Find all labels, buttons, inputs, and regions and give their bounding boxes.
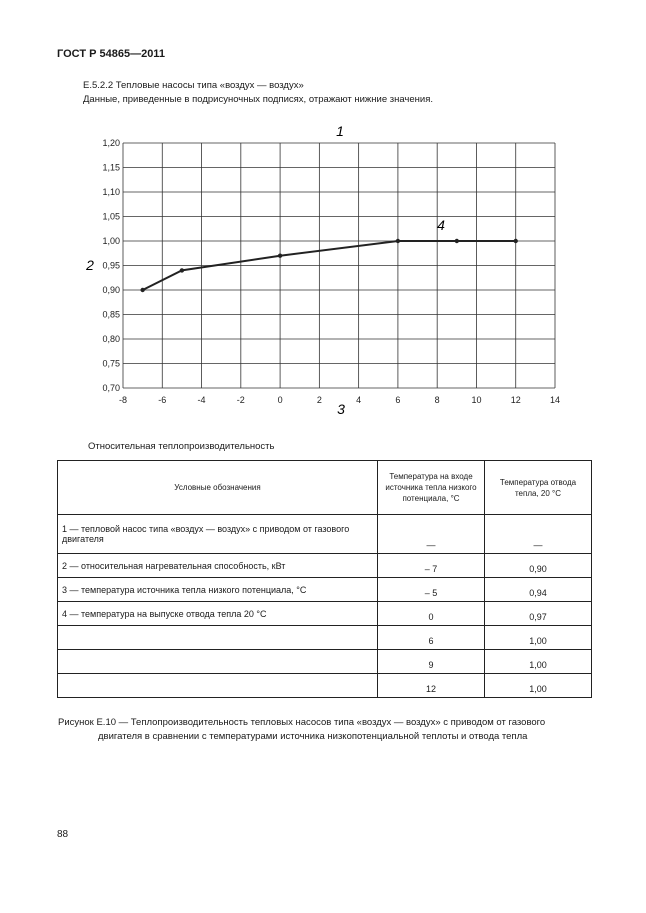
x-tick-label: 4 <box>356 395 362 405</box>
y-tick-label: 0,70 <box>102 383 120 393</box>
x-tick-label: 8 <box>434 395 440 405</box>
data-point <box>180 268 184 272</box>
row-inlet-value: 6 <box>378 626 485 650</box>
data-point <box>455 239 459 243</box>
y-tick-labels <box>102 138 120 393</box>
y-tick-label: 1,05 <box>102 211 120 222</box>
legend-table <box>57 460 592 698</box>
legend-caption: Относительная теплопроизводительность <box>88 441 275 452</box>
header-outlet-temperature: Температура отвода тепла, 20 °С <box>485 461 592 515</box>
row-inlet-value: – 7 <box>378 554 485 578</box>
section-note: Данные, приведенные в подрисуночных подписях, отражают нижние значения. <box>83 94 433 105</box>
data-point <box>140 288 144 292</box>
row-outlet-value: 1,00 <box>485 674 592 698</box>
data-point <box>278 254 282 258</box>
y-tick-label: 0,75 <box>102 358 120 369</box>
x-tick-label: 14 <box>549 395 561 405</box>
marker-4-label: 4 <box>437 217 445 233</box>
section-heading: Е.5.2.2 Тепловые насосы типа «воздух — воздух» <box>83 80 304 91</box>
table-row <box>58 515 592 554</box>
x-tick-label: 12 <box>510 395 521 405</box>
x-tick-label: -8 <box>118 395 128 405</box>
y-tick-label: 0,80 <box>102 334 120 344</box>
row-inlet-value: 12 <box>378 674 485 698</box>
row-label <box>58 626 378 650</box>
figure-caption-line-2: двигателя в сравнении с температурами источника низкопотенциальной теплоты и отвода тепла <box>98 731 528 742</box>
page-number: 88 <box>57 829 69 840</box>
row-label: 4 — температура на выпуске отвода тепла 20 °С <box>58 602 378 626</box>
row-label: 2 — относительная нагревательная способность, кВт <box>58 554 378 578</box>
table-row <box>58 602 592 626</box>
line-chart <box>0 0 646 440</box>
data-point <box>514 239 518 243</box>
x-tick-label: -2 <box>236 395 245 405</box>
data-point <box>396 239 400 243</box>
table-row <box>58 674 592 698</box>
row-label <box>58 674 378 698</box>
table-row <box>58 554 592 578</box>
row-outlet-value: 0,97 <box>485 602 592 626</box>
marker-2-label: 2 <box>86 257 94 273</box>
y-tick-label: 1,00 <box>102 236 120 246</box>
header-designations: Условные обозначения <box>58 461 378 515</box>
x-tick-label: 2 <box>316 395 322 405</box>
y-tick-label: 1,10 <box>102 187 120 197</box>
chart-grid <box>123 143 555 388</box>
x-tick-label: 0 <box>277 395 283 405</box>
table-row <box>58 578 592 602</box>
row-label: 1 — тепловой насос типа «воздух — воздух» с приводом от газового двигателя <box>58 515 378 554</box>
y-tick-label: 0,90 <box>102 285 120 295</box>
row-outlet-value: 1,00 <box>485 650 592 674</box>
x-tick-label: 6 <box>395 395 401 405</box>
document-id: ГОСТ Р 54865—2011 <box>57 48 165 60</box>
table-header-row <box>58 461 592 515</box>
marker-1-label: 1 <box>336 123 344 139</box>
y-tick-label: 1,20 <box>102 138 120 148</box>
header-inlet-temperature: Температура на входе источника тепла низкого потенциала, °С <box>378 461 485 515</box>
x-tick-label: 10 <box>471 395 482 405</box>
row-outlet-value: 0,90 <box>485 554 592 578</box>
row-label: 3 — температура источника тепла низкого потенциала, °С <box>58 578 378 602</box>
row-label <box>58 650 378 674</box>
y-tick-label: 0,85 <box>102 309 120 320</box>
row-inlet-value: 0 <box>378 602 485 626</box>
row-inlet-value: – 5 <box>378 578 485 602</box>
row-inlet-value: — <box>378 515 485 554</box>
y-tick-label: 1,15 <box>102 162 120 173</box>
x-tick-label: -4 <box>197 395 206 405</box>
figure-caption-line-1: Рисунок Е.10 — Теплопроизводительность тепловых насосов типа «воздух — воздух» с приводом от газового <box>58 717 546 728</box>
y-tick-label: 0,95 <box>102 260 120 271</box>
table-row <box>58 626 592 650</box>
row-inlet-value: 9 <box>378 650 485 674</box>
row-outlet-value: 0,94 <box>485 578 592 602</box>
x-tick-label: -6 <box>158 395 167 405</box>
marker-3-label: 3 <box>337 401 345 417</box>
figure-caption <box>58 716 598 744</box>
table-row <box>58 650 592 674</box>
row-outlet-value: — <box>485 515 592 554</box>
row-outlet-value: 1,00 <box>485 626 592 650</box>
